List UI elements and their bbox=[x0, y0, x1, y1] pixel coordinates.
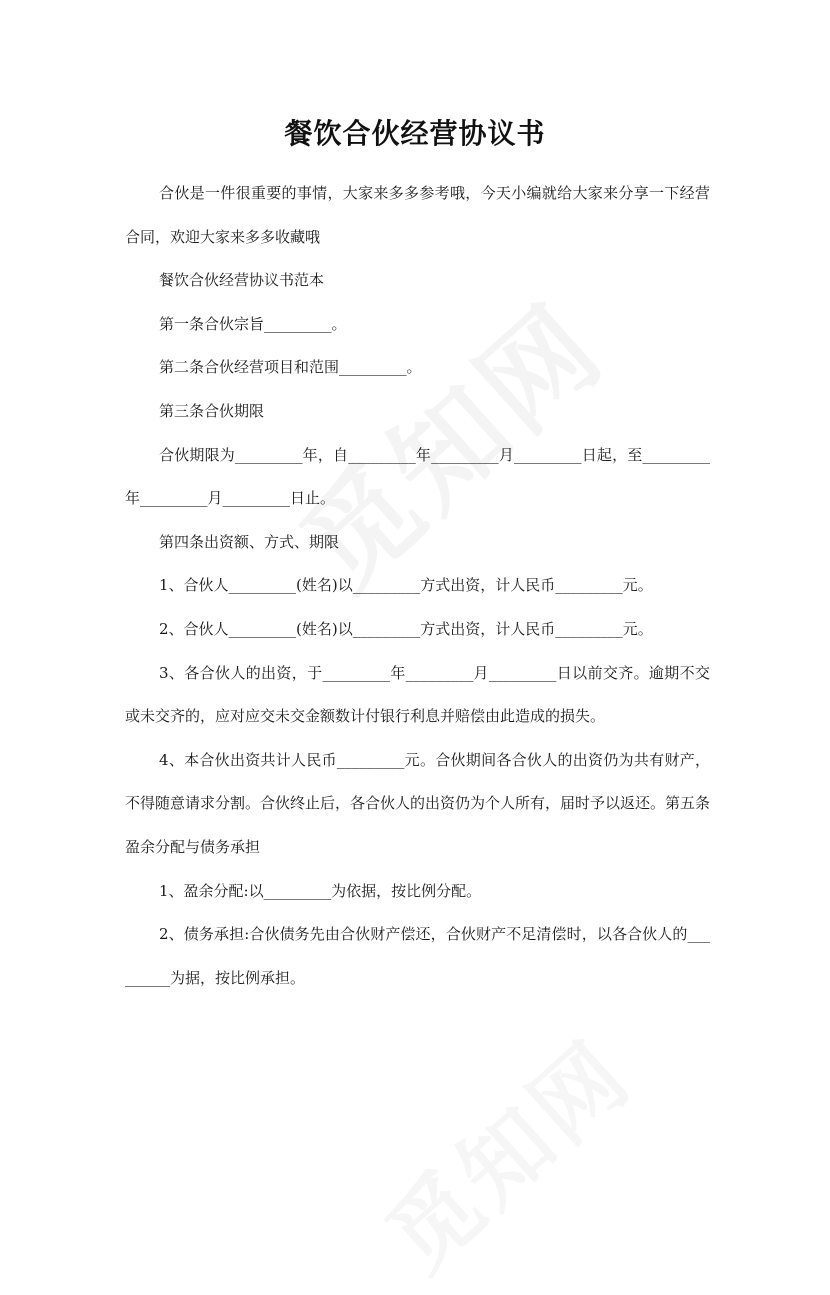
article-2: 第二条合伙经营项目和范围_________。 bbox=[159, 358, 422, 377]
document-body bbox=[125, 172, 710, 1000]
template-heading: 餐饮合伙经营协议书范本 bbox=[159, 271, 325, 290]
article-4-heading: 第四条出资额、方式、期限 bbox=[159, 532, 340, 551]
article-3-heading: 第三条合伙期限 bbox=[159, 401, 265, 420]
article-4-item-2: 2、合伙人_________(姓名)以_________方式出资，计人民币_________元。 bbox=[159, 619, 653, 638]
document-title: 餐饮合伙经营协议书 bbox=[284, 117, 546, 150]
article-4-item-4: 4、本合伙出资共计人民币_________元。合伙期间各合伙人的出资仍为共有财产，不得随意请求分割。合伙终止后，各合伙人的出资仍为个人所有，届时予以返还。第五条盈余分配与债务承担 bbox=[125, 750, 711, 856]
article-4-item-3: 3、各合伙人的出资，于_________年_________月_________日以前交齐。逾期不交或未交齐的，应对应交未交金额数计付银行利息并赔偿由此造成的损失。 bbox=[125, 663, 710, 726]
article-5-item-1: 1、盈余分配:以_________为依据，按比例分配。 bbox=[159, 881, 482, 900]
article-3-term: 合伙期限为_________年，自_________年_________月_________日起，至_________年_________月_________日止。 bbox=[125, 445, 710, 508]
article-4-item-1: 1、合伙人_________(姓名)以_________方式出资，计人民币_________元。 bbox=[159, 576, 653, 595]
watermark-lower bbox=[353, 1005, 654, 1294]
article-5-item-2: 2、债务承担:合伙债务先由合伙财产偿还，合伙财产不足清偿时，以各合伙人的_________为据，按比例承担。 bbox=[125, 925, 710, 987]
article-1: 第一条合伙宗旨_________。 bbox=[159, 314, 347, 333]
intro-paragraph: 合伙是一件很重要的事情，大家来多多参考哦，今天小编就给大家来分享一下经营合同，欢迎大家来多多收藏哦 bbox=[125, 184, 710, 246]
